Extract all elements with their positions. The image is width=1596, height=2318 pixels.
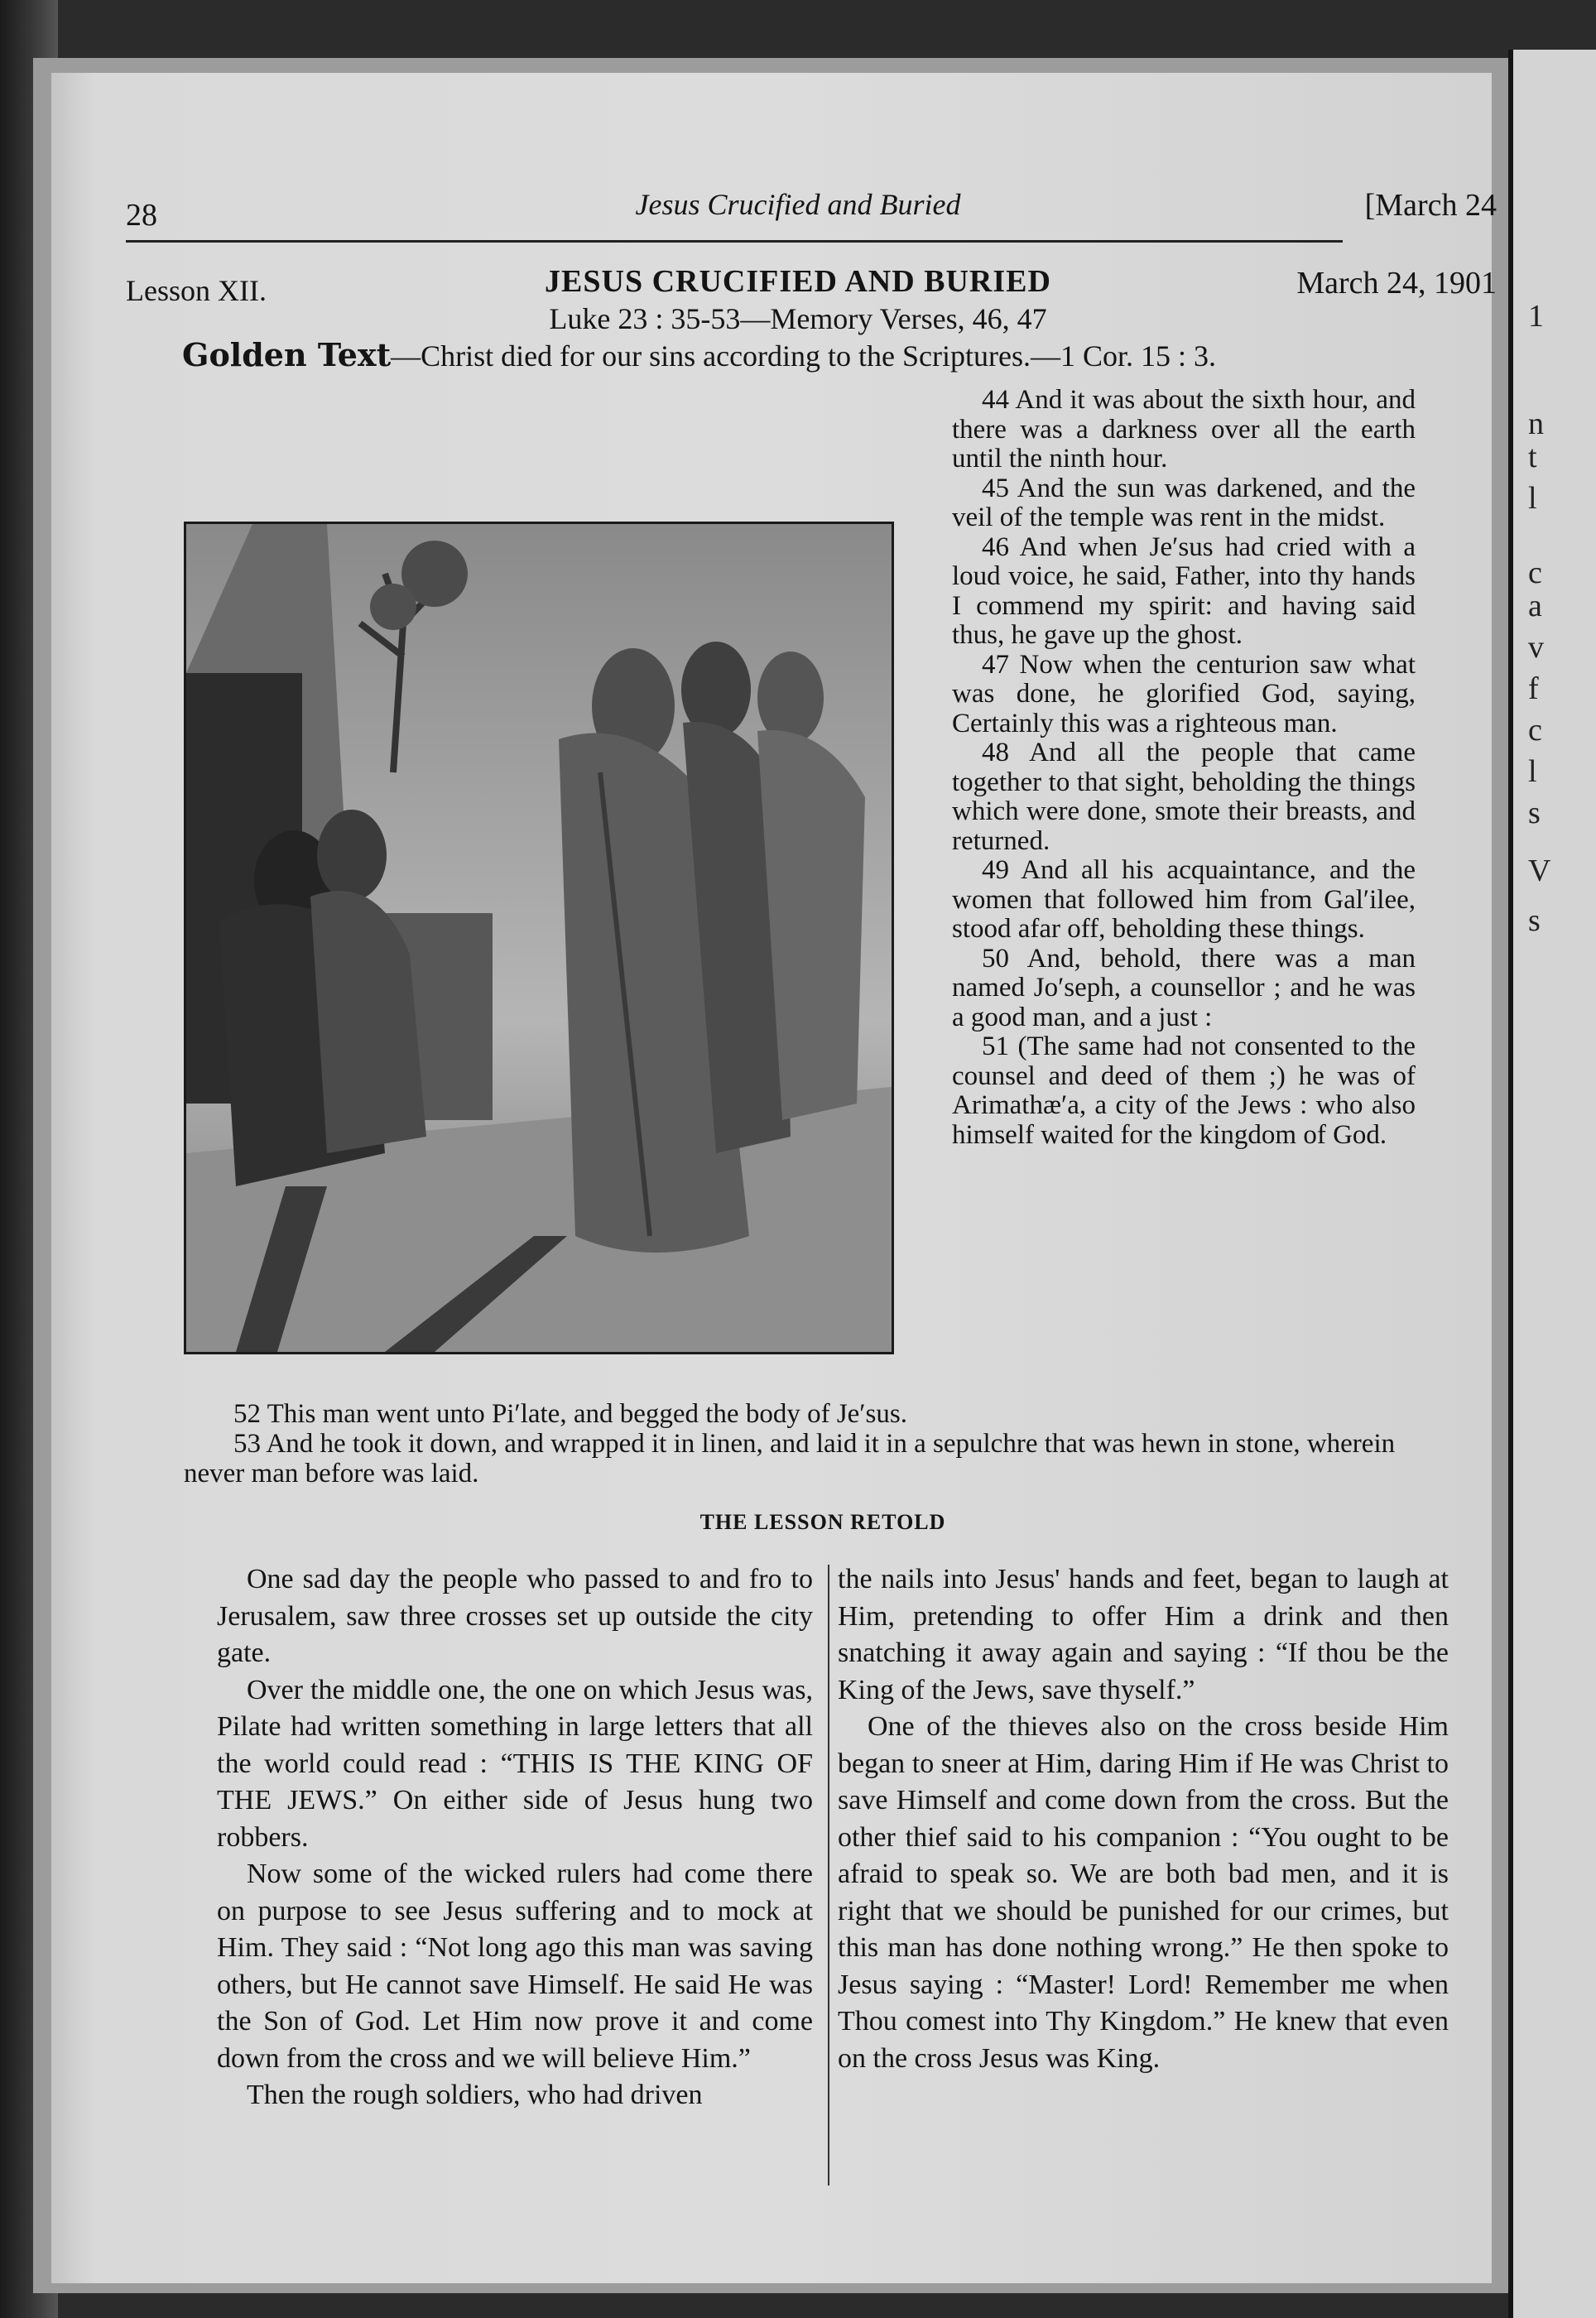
- scripture-reference: Luke 23 : 35-53—Memory Verses, 46, 47: [549, 302, 1047, 335]
- verse: 45 And the sun was darkened, and the veil of the temple was rent in the midst.: [952, 473, 1416, 532]
- facing-page-fragment: s: [1528, 903, 1541, 938]
- page-number: 28: [126, 198, 157, 233]
- golden-text-body: —Christ died for our sins according to the Scriptures.—1 Cor. 15 : 3.: [391, 339, 1217, 373]
- facing-page-fragment: l: [1528, 754, 1537, 789]
- facing-page-edge: [1508, 50, 1596, 2318]
- verse: 52 This man went unto Pi′late, and begged the body of Je′sus.: [233, 1399, 907, 1429]
- verse: 47 Now when the centurion saw what was done, he glorified God, saying, Certainly this was a righteous man.: [952, 649, 1416, 738]
- facing-page-fragment: 1: [1528, 299, 1544, 334]
- facing-page-fragment: f: [1528, 671, 1539, 706]
- golden-text: [182, 336, 1216, 373]
- lesson-title: JESUS CRUCIFIED AND BURIED: [545, 264, 1051, 299]
- scripture-verses-side: [952, 386, 1416, 1150]
- paragraph: the nails into Jesus' hands and feet, began to laugh at Him, pretending to offer Him a drink and then snatching it away again and saying : “If thou be the King of the Jews, save thyself.”: [838, 1564, 1449, 1705]
- facing-page-fragment: c: [1528, 713, 1542, 748]
- lesson-date: March 24, 1901: [1296, 266, 1497, 301]
- paragraph: Then the rough soldiers, who had driven: [247, 2080, 703, 2110]
- engraving-illustration: [184, 522, 894, 1354]
- facing-page-fragment: s: [1528, 796, 1541, 830]
- facing-page-fragment: t: [1528, 440, 1537, 474]
- facing-page-fragment: c: [1528, 555, 1542, 590]
- lesson-number: Lesson XII.: [126, 274, 267, 307]
- paragraph: One of the thieves also on the cross beside Him began to sneer at Him, daring Him if He was Christ to save Himself and come down from the cross. But the other thief said to his companion : “You ought to be afraid to speak so. We are both bad men, and it is right that we should be punished for our crimes, but this man has done nothing wrong.” He then spoke to Jesus saying : “Master! Lord! Remember me when Thou comest into Thy Kingdom.” He knew that even on the cross Jesus was King.: [838, 1711, 1449, 2074]
- column-divider: [828, 1565, 829, 2186]
- women-at-tomb-engraving: [186, 524, 892, 1352]
- facing-page-fragment: v: [1528, 630, 1544, 665]
- paragraph: Now some of the wicked rulers had come there on purpose to see Jesus suffering and to mock at Him. They said : “Not long ago this man was saving others, but He cannot save Himself. He said He was the Son of God. Let Him now prove it and come down from the cross and we will believe Him.”: [217, 1859, 813, 2074]
- facing-page-fragment: n: [1528, 406, 1544, 441]
- verse: 53 And he took it down, and wrapped it in linen, and laid it in a sepulchre that was hewn in stone, wherein never man before was laid.: [184, 1429, 1396, 1488]
- verse: 49 And all his acquaintance, and the women that followed him from Gal′ilee, stood afar off, beholding these things.: [952, 855, 1416, 944]
- retold-right-column: [838, 1561, 1449, 2077]
- paragraph: One sad day the people who passed to and fro to Jerusalem, saw three crosses set up outside the city gate.: [217, 1564, 813, 1668]
- paragraph: Over the middle one, the one on which Jesus was, Pilate had written something in large letters that all the world could read : “THIS IS THE KING OF THE JEWS.” On either side of Jesus hung two robbers.: [217, 1674, 813, 1853]
- header-rule: [126, 240, 1343, 243]
- running-title: Jesus Crucified and Buried: [635, 188, 961, 221]
- facing-page-fragment: l: [1528, 481, 1537, 516]
- facing-page-fragment: V: [1528, 854, 1551, 888]
- verse: 50 And, behold, there was a man named Jo′seph, a counsellor ; and he was a good man, and a just :: [952, 943, 1416, 1032]
- facing-page-fragment: a: [1528, 589, 1542, 623]
- verse: 46 And when Je′sus had cried with a loud voice, he said, Father, into thy hands I commend my spirit: and having said thus, he gave up the ghost.: [952, 531, 1416, 650]
- retold-left-column: [217, 1561, 813, 2114]
- verse: 51 (The same had not consented to the counsel and deed of them ;) he was of Arimathæ′a, a city of the Jews : who also himself waited for the kingdom of God.: [952, 1032, 1416, 1150]
- section-heading: THE LESSON RETOLD: [699, 1510, 946, 1534]
- golden-text-label: Golden Text: [182, 336, 392, 373]
- verse: 48 And all the people that came together to that sight, beholding the things which were done, smote their breasts, and returned.: [952, 738, 1416, 856]
- running-date: [March 24: [1364, 188, 1497, 223]
- scripture-verses-full: [184, 1399, 1442, 1488]
- verse: 44 And it was about the sixth hour, and there was a darkness over all the earth until the ninth hour.: [952, 385, 1416, 474]
